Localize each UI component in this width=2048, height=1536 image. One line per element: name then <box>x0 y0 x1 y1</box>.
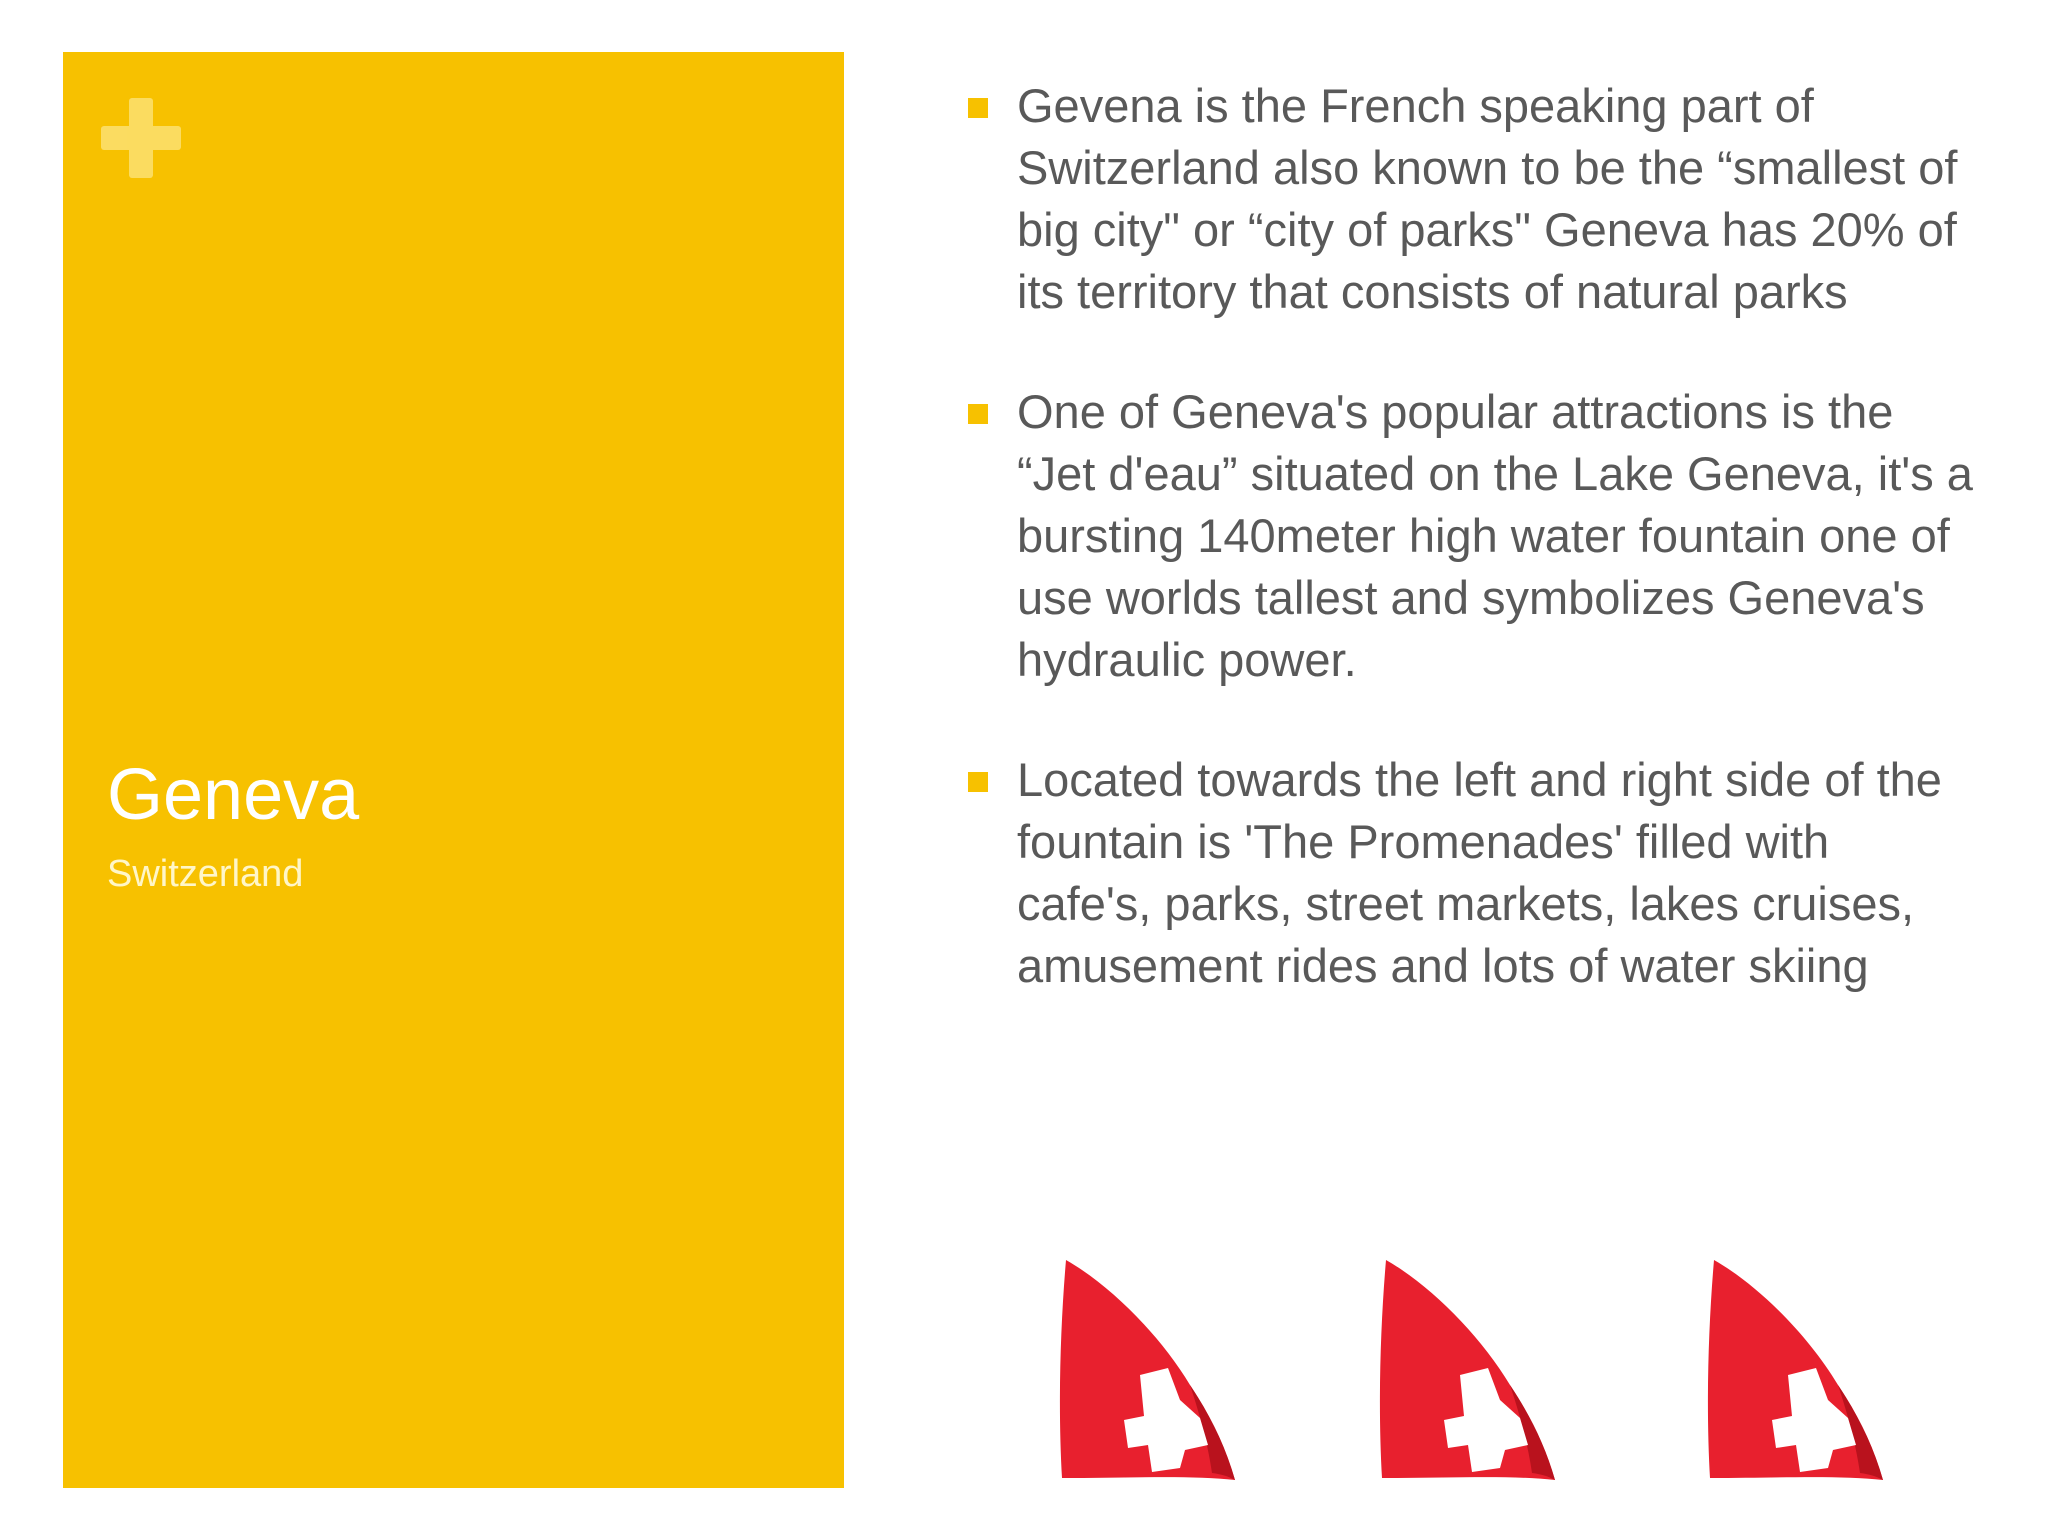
swiss-flag-icon <box>1688 1240 1928 1490</box>
square-bullet-icon <box>968 98 988 118</box>
content-area <box>965 75 1975 1055</box>
flag-images <box>1040 1240 1970 1500</box>
bullet-item <box>965 75 1975 323</box>
bullet-text: Gevena is the French speaking part of Switzerland also known to be the “smallest of big city" or “city of parks" Geneva has 20% of its territory that consists of natural parks <box>1017 79 1958 318</box>
title-panel <box>63 52 844 1488</box>
plus-icon <box>101 98 181 178</box>
square-bullet-icon <box>968 404 988 424</box>
bullet-text: One of Geneva's popular attractions is the “Jet d'eau” situated on the Lake Geneva, it's a bursting 140meter high water fountain one of use worlds tallest and symbolizes Geneva's hydraulic power. <box>1017 385 1973 686</box>
swiss-flag-icon <box>1360 1240 1600 1490</box>
swiss-flag-icon <box>1040 1240 1280 1490</box>
slide-title: Geneva <box>107 755 360 835</box>
bullet-text: Located towards the left and right side of the fountain is 'The Promenades' filled with cafe's, parks, street markets, lakes cruises, amusement rides and lots of water skiing <box>1017 753 1942 992</box>
bullet-item <box>965 749 1975 997</box>
bullet-item <box>965 381 1975 691</box>
slide-subtitle: Switzerland <box>107 853 304 895</box>
square-bullet-icon <box>968 772 988 792</box>
bullet-list <box>965 75 1975 997</box>
